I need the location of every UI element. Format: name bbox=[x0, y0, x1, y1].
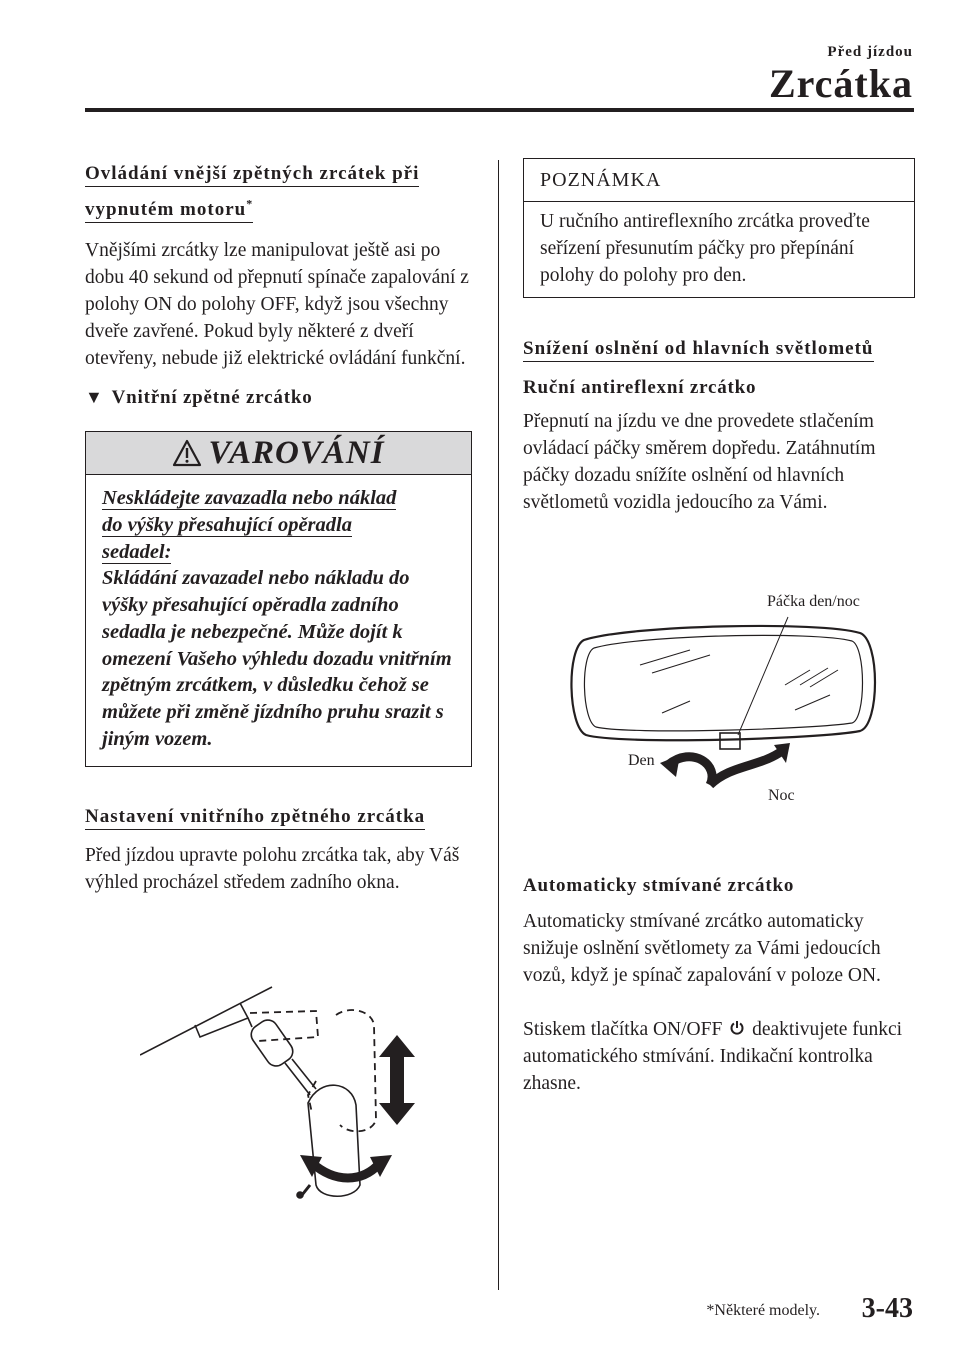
right-column-lower bbox=[523, 872, 915, 1097]
warning-header bbox=[86, 432, 471, 475]
warning-title: VAROVÁNÍ bbox=[208, 434, 385, 471]
warning-lead-2: do výšky přesahující opěradla bbox=[102, 514, 352, 537]
running-header-section: Před jízdou bbox=[827, 44, 913, 60]
right-column bbox=[523, 158, 915, 516]
day-night-mirror-illustration bbox=[560, 615, 890, 800]
label-day-night-lever: Páčka den/noc bbox=[767, 593, 860, 610]
warning-lead-3: sedadel: bbox=[102, 540, 172, 563]
section-title-interior-mirror: ▼ Vnitřní zpětné zrcátko bbox=[85, 384, 472, 411]
subheading-auto-dimming: Automaticky stmívané zrcátko bbox=[523, 875, 795, 896]
power-icon bbox=[729, 1020, 745, 1036]
label-day: Den bbox=[628, 752, 655, 769]
paragraph-interior-adjust: Před jízdou upravte polohu zrcátka tak, aby Váš výhled procházel středem zadního okna. bbox=[85, 845, 460, 894]
triangle-down-icon: ▼ bbox=[85, 387, 104, 408]
note-title: POZNÁMKA bbox=[524, 159, 914, 202]
page-number: 3-43 bbox=[861, 1293, 913, 1324]
mirror-adjust-illustration bbox=[140, 985, 440, 1200]
header-rule bbox=[85, 108, 914, 112]
subheading-manual-mirror: Ruční antireflexní zrcátko bbox=[523, 377, 757, 398]
note-box bbox=[523, 158, 915, 298]
page-title: Zrcátka bbox=[768, 61, 913, 106]
paragraph-manual-mirror: Přepnutí na jízdu ve dne provedete stlačením ovládací páčky směrem dopředu. Zatáhnutím páčky dozadu snížíte oslnění od hlavních světlometů vozidla jedoucího za Vámi. bbox=[523, 411, 876, 513]
heading-exterior-mirrors: Ovládání vnější zpětných zrcátek při vypnutém motoru* bbox=[85, 158, 472, 225]
warning-box bbox=[85, 431, 472, 767]
column-divider bbox=[498, 160, 499, 1290]
warning-triangle-icon bbox=[172, 439, 202, 467]
warning-body bbox=[86, 475, 471, 766]
warning-text: Skládání zavazadel nebo nákladu do výšky přesahující opěradla zadního sedadla je nebezpečné. Může dojít k omezení Vašeho výhledu dozadu vnitřním zpětným zrcátkem, v důsledku čehož se můžete při změně jízdního pruhu srazit s jiným vozem. bbox=[102, 567, 452, 750]
heading-glare: Snížení oslnění od hlavních světlometů bbox=[523, 333, 915, 364]
label-night: Noc bbox=[768, 787, 795, 804]
heading-interior-adjust: Nastavení vnitřního zpětného zrcátka bbox=[85, 801, 472, 832]
paragraph-on-off: Stiskem tlačítka ON/OFF deaktivujete funkci automatického stmívání. Indikační kontrolka zhasne. bbox=[523, 1019, 903, 1094]
paragraph-exterior-mirrors: Vnějšími zrcátky lze manipulovat ještě asi po dobu 40 sekund od přepnutí spínače zapalování z polohy ON do polohy OFF, když jsou všechny dveře zavřené. Pokud byly některé z dveří otevřeny, nebude již elektrické ovládání funkční. bbox=[85, 240, 469, 370]
note-text: U ručního antireflexního zrcátka proveďte seřízení přesunutím páčky pro přepínání polohy do polohy pro den. bbox=[540, 211, 870, 286]
paragraph-auto-dimming: Automaticky stmívané zrcátko automaticky snižuje oslnění světlomety za Vámi jedoucích vozů, když je spínač zapalování v poloze ON. bbox=[523, 911, 881, 986]
footer-note: *Některé modely. bbox=[706, 1302, 820, 1319]
left-column bbox=[85, 158, 472, 896]
warning-lead-1: Neskládejte zavazadla nebo náklad bbox=[102, 487, 397, 510]
